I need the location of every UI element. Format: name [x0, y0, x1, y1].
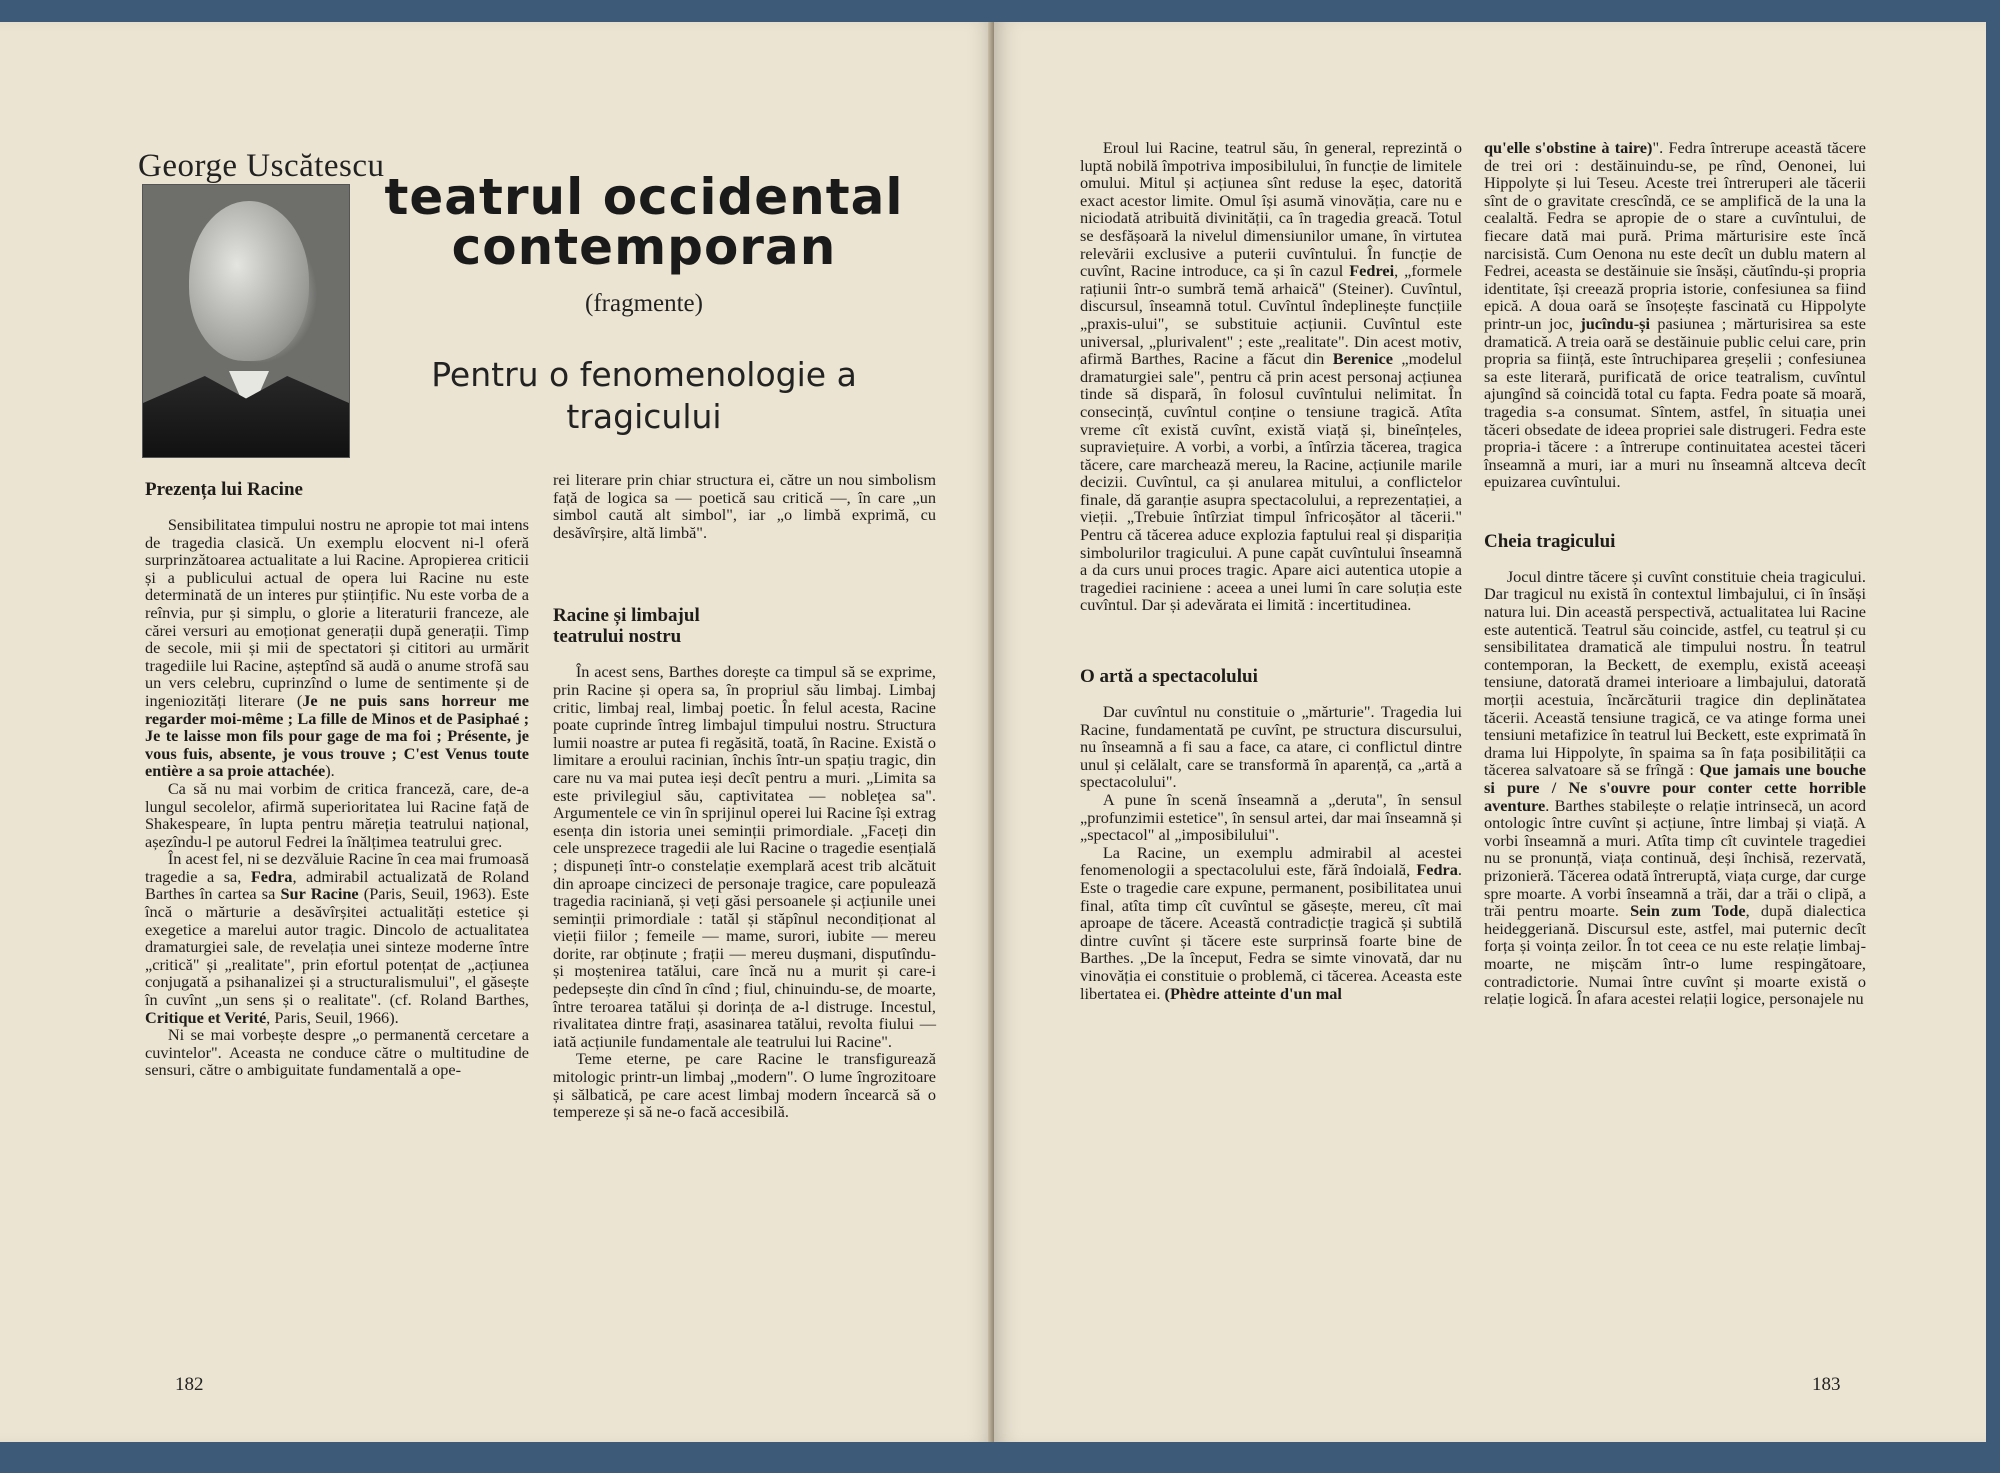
paragraph: Dar cuvîntul nu constituie o „mărturie". Tragedia lui Racine, fundamentată pe cuvînt, pe structura discursului, nu înseamnă a fi sau a face, ca atare, ci conflictul dintre unul și celălalt, care se transformă în aparență, ca „artă a spectacolului".	[1080, 702, 1462, 792]
paragraph: rei literare prin chiar structura ei, către un nou simbolism față de logica sa — poetică sau critică —, în care „un simbol caută alt simbol", iar „o limbă exprimă, cu desăvîrșire, altă limbă".	[553, 470, 936, 542]
author-portrait-photo	[142, 184, 350, 458]
text-column-4	[1484, 139, 1866, 1008]
paragraph: La Racine, un exemplu admirabil al acestei fenomenologii a spectacolului este, fără îndoială, Fedra. Este o tragedie care expune, permanent, posibilitatea unui final, atîta timp cît cuvîntul se găsește, mereu, cît mai aproape de tăcere. Această contradicție tragică și subtilă dintre cuvînt și tăcere este surprinsă foarte bine de Barthes. „De la început, Fedra se simte vinovată, dar nu vinovăția ei constituie o problemă, ci tăcerea. Aceasta este libertatea ei. (Phèdre atteinte d'un mal	[1080, 842, 1462, 1003]
fragment-note: (fragmente)	[585, 290, 703, 317]
paragraph: Jocul dintre tăcere și cuvînt constituie cheia tragicului. Dar tragicul nu există în contextul limbajului, ci în însăși natura lui. Din această perspectivă, actualitatea lui Racine este autentică. Teatrul său coincide, astfel, cu teatrul și cu sensibilitatea dramatică ale timpului nostru. În teatrul contemporan, la Beckett, de exemplu, există aceeași tensiune, datorată dramei interioare a limbajului, datorată morții acestuia, încărcăturii tragice din deplinătatea tăcerii. Această tensiune tragică, ce va atinge forma unei tensiuni metafizice în teatrul lui Beckett, este exprimată în drama lui Hippolyte, în spaima sa în fața posibilității ca tăcerea salvatoare să se frîngă : Que jamais une bouche si pure / Ne s'ouvre pour conter cette horrible aventure. Barthes stabilește o relație intrinsecă, un acord ontologic între cuvînt și acțiune, între limbaj și viață. A vorbi înseamnă a muri. Atîta timp cît cuvintele tragediei nu se pronunță, viața continuă, deși închisă, rezervată, prizonieră. Tăcerea odată întreruptă, viața curge, dar curge spre moarte. A vorbi înseamnă a trăi, dar a trăi o clipă, a trăi pentru moarte. Sein zum Tode, după dialectica heideggeriană. Discursul este, astfel, mai puternic decît forța și voința zeilor. În tot ceea ce nu este relație limbaj-moarte, ne mișcăm într-o lume respingătoare, contradictorie. Numai între cuvînt și moarte există o relație logică. În afara acestei relații logice, personajele nu	[1484, 566, 1867, 1009]
article-title: teatrul occidental contemporan	[384, 168, 904, 276]
text-column-3	[1080, 139, 1462, 1002]
paragraph: Ca să nu mai vorbim de critica franceză, care, de-a lungul secolelor, afirmă superioritatea lui Racine față de Shakespeare, în lupta pentru măreția teatrului național, așezîndu-l pe autorul Fedrei la înălțimea teatrului grec.	[145, 778, 529, 851]
paragraph: În acest sens, Barthes dorește ca timpul să se exprime, prin Racine și opera sa, în propriul său limbaj. Limbaj critic, limbaj real, limbaj poetic. În felul acesta, Racine poate cuprinde întreg limbajul timpului nostru. Structura lumii noastre ar putea fi regăsită, toată, în Racine. Există o limitare a eroului racinian, închis într-un spațiu tragic, din care nu va mai putea ieși decît pentru a muri. „Limita sa este privilegiul său, captivitatea — noblețea sa". Argumentele ce vin în sprijinul operei lui Racine își extrag esența din istoria unei seminții primordiale. „Faceți din cele unsprezece tragedii ale lui Racine o tragedie esențială ; dispuneți într-o constelație exemplară acest trib alcătuit din aproape cincizeci de personaje tragice, care populează tragedia raciniană, și veți găsi persoanele și acțiunile unei seminții primordiale : tatăl și stăpînul necondiționat al vieții fiilor ; femeile — mame, surori, iubite — mereu dorite, rar obținute ; frații — mereu dușmani, disputîndu-și moștenirea tatălui, care încă nu a murit și care-i pedepsește din cînd în cînd ; fiul, chinuindu-se, de moarte, între teroarea tatălui și dorința de a-l distruge. Incestul, rivalitatea dintre frați, asasinarea tatălui, revolta fiului — iată acțiunile fundamentale ale teatrului lui Racine".	[553, 662, 936, 1051]
paragraph: În acest fel, ni se dezvăluie Racine în cea mai frumoasă tragedie a sa, Fedra, admirabil actualizată de Roland Barthes în cartea sa Sur Racine (Paris, Seuil, 1963). Este încă o mărturie a desăvîrșitei actualități estetice și exegetice a marelui autor tragic. Dincolo de actualitatea dramaturgiei sale, de revelația unei sinteze moderne între „critică" și „realitate", prin efortul potențat de „acțiunea conjugată a psihanalizei și a structuralismului", el găsește în cuvînt „un sens și o realitate". (cf. Roland Barthes, Critique et Verité, Paris, Seuil, 1966).	[145, 849, 529, 1027]
paragraph: A pune în scenă înseamnă a „deruta", în sensul „profunzimii estetice", în sensul artei, dar mai înseamnă și „spectacol" al „imposibilului".	[1080, 790, 1462, 845]
section-heading-prezenta: Prezența lui Racine	[145, 479, 303, 500]
paragraph: Eroul lui Racine, teatrul său, în general, reprezintă o luptă nobilă împotriva imposibilului, în funcție de limitele omului. Mitul și acțiunea sînt reduse la eșec, datorită exact acestor limite. Omul își asumă vinovăția, care nu e niciodată atribuită divinității, ca în tragedia greacă. Totul se desfășoară la nivelul dimensiunilor umane, în virtutea relevării exclusive a puterii cuvîntului. În funcție de cuvînt, Racine introduce, ca și în cazul Fedrei, „formele rațiunii într-o sumbră temă arhaică" (Steiner). Cuvîntul, discursul, înseamnă totul. Cuvîntul îndeplinește funcțiile „praxis-ului", se substituie acțiunii. Cuvîntul este universal, „plurivalent" ; este „realitate". Din acest motiv, afirmă Barthes, Racine a făcut din Berenice „modelul dramaturgiei sale", pentru că prin acest personaj acțiunea tinde să dispară, în folosul cuvîntului nelimitat. În consecință, cuvîntul conține o tensiune tragică. Atîta vreme cît există cuvînt, există viață și, bineînțeles, supraviețuire. A vorbi, a vorbi, a întîrzia tăcerea, tragica tăcere, care marchează mereu, la Racine, acțiunile marile decizii. Cuvîntul, ca și anularea mitului, a conflictelor finale, dă garanție asupra spectacolului, a reprezentației, a vieții. „Trebuie întîrziat timpul înfricoșător al tăcerii." Pentru că tăcerea aduce explozia faptului real și dispariția simbolurilor tragicului. A pune capăt cuvîntului înseamnă a da curs unui proces tragic. Apare aici autentica utopie a tragediei raciniene : aceea a unei lumi în care soluția este cuvîntul. Dar și adevărata ei limită : incertitudinea.	[1080, 138, 1463, 615]
paragraph: Teme eterne, pe care Racine le transfigurează mitologic printr-un limbaj „modern". O lume îngrozitoare și sălbatică, pe care acest limbaj modern încearcă să o tempereze și să ne-o facă accesibilă.	[553, 1049, 936, 1122]
left-page	[0, 22, 994, 1442]
author-name: George Uscătescu	[138, 148, 385, 184]
paragraph: Sensibilitatea timpului nostru ne apropie tot mai intens de tragedia clasică. Un exemplu elocvent ni-l oferă surprinzătoarea actualitate a lui Racine. Apropierea criticii și a publicului actual de opera lui Racine nu este determinată de un interes pur științific. Nu este vorba de a reînvia, pur și simplu, o glorie a literaturii franceze, ale cărei versuri au emoționat generații după generații. Timp de secole, mii și mii de spectatori și cititori au urmărit tragediile lui Racine, așteptînd să audă o anume strofă sau un vers celebru, cuprinzînd o lume de sentimente și de ingeniozități literare (Je ne puis sans horreur me regarder moi-même ; La fille de Minos et de Pasiphaé ; Je te laisse mon fils pour gage de ma foi ; Présente, je vous fuis, absente, je vous trouve ; C'est Venus toute entière a sa proie attachée).	[145, 515, 529, 781]
paragraph: qu'elle s'obstine à taire)". Fedra întrerupe această tăcere de trei ori : destăinuindu-se, pe rînd, Oenonei, lui Hippolyte și lui Teseu. Aceste trei întreruperi ale tăcerii sînt de o gravitate crescîndă, ce se amplifică de la una la cealaltă. Fedra se apropie de o stare a cuvîntului, de fiecare dată mai pură. Prima mărturisire este încă narcisistă. Cum Oenona nu este decît un dublu matern al Fedrei, aceasta se destăinuie sie însăși, căutîndu-și propria identitate, își creează propria istorie, confesiunea sa fiind epică. A doua oară se însoțește fascinată cu Hippolyte printr-un joc, jucîndu-și pasiunea ; mărturisirea sa este dramatică. A treia oară se destăinuie public celui care, prin propria sa ființă, este întruchiparea greșelii ; confesiunea sa este literară, purificată de orice teatralism, cuvîntul ajungînd să coincidă total cu fapta. Fedra poate să moară, tragedia s-a consumat. Sîntem, astfel, în situația unei tăceri obsedate de ideea propriei sale distrugeri. Fedra este propria-i tăcere : a întrerupe continuitatea acestei tăceri înseamnă a muri, iar a muri nu înseamnă altceva decît epuizarea cuvîntului.	[1484, 138, 1866, 492]
section-heading-cheia: Cheia tragicului	[1484, 530, 1616, 552]
text-column-1	[145, 479, 529, 1079]
section-heading-limbajul: Racine și limbajul teatrului nostru	[553, 605, 700, 648]
right-page	[994, 22, 1986, 1442]
article-subtitle: Pentru o fenomenologie a tragicului	[431, 355, 857, 436]
portrait-head	[189, 201, 309, 361]
paragraph: Ni se mai vorbește despre „o permanentă cercetare a cuvintelor". Aceasta ne conduce către o multitudine de sensuri, către o ambiguitate fundamentală a ope-	[145, 1025, 529, 1080]
section-heading-spectacol: O artă a spectacolului	[1080, 666, 1258, 688]
text-column-2	[553, 471, 936, 1121]
page-number-left: 182	[175, 1374, 204, 1395]
page-number-right: 183	[1812, 1374, 1841, 1395]
